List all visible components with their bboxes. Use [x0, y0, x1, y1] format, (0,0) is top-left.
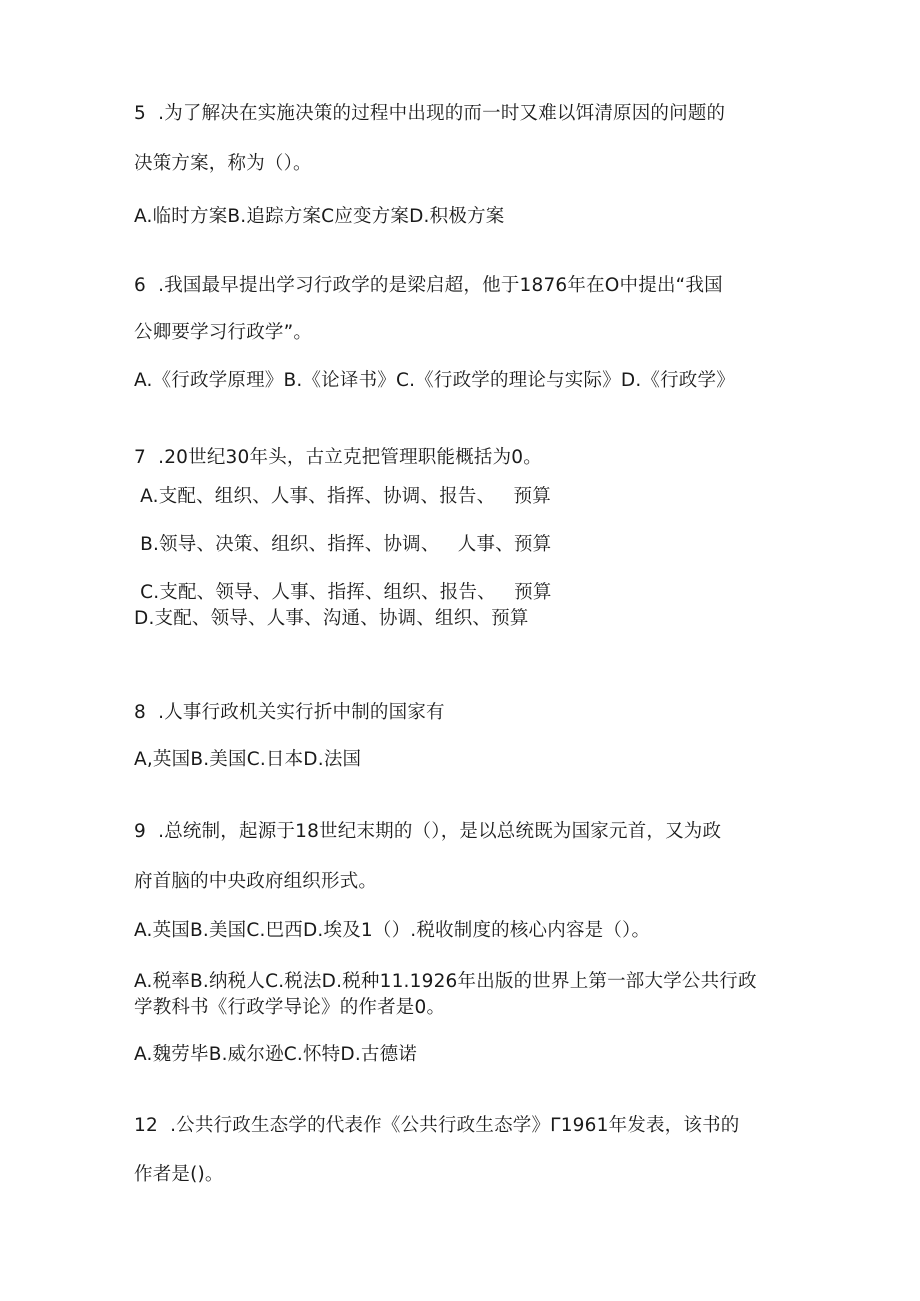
question-9-stem-line-2: 府首脑的中央政府组织形式。	[134, 871, 378, 892]
question-5-options: A.临时方案B.追踪方案C应变方案D.积极方案	[134, 206, 505, 227]
question-7-stem: 7 .20世纪30年头，古立克把管理职能概括为0。	[134, 447, 542, 468]
question-9-stem-line-1: 9 .总统制，起源于18世纪末期的（），是以总统既为国家元首，又为政	[134, 821, 722, 842]
question-7-option-d: D.支配、领导、人事、沟通、协调、组织、预算	[134, 608, 529, 629]
question-8-stem: 8 .人事行政机关实行折中制的国家有	[134, 702, 445, 723]
question-6-stem-line-1: 6 .我国最早提出学习行政学的是梁启超，他于1876年在O中提出“我国	[134, 275, 723, 296]
question-12-stem-line-2: 作者是()。	[134, 1164, 224, 1185]
question-8-options: A,英国B.美国C.日本D.法国	[134, 749, 362, 770]
question-7-option-b: B.领导、决策、组织、指挥、协调、 人事、预算	[134, 534, 552, 555]
question-9-10-line: A.英国B.美国C.巴西D.埃及1（）.税收制度的核心内容是（）。	[134, 920, 651, 941]
question-5-stem-line-1: 5 .为了解决在实施决策的过程中出现的而一时又难以饵清原因的问题的	[134, 103, 726, 124]
question-6-stem-line-2: 公卿要学习行政学”。	[134, 322, 313, 343]
question-7-option-a: A.支配、组织、人事、指挥、协调、报告、 预算	[134, 486, 551, 507]
question-12-stem-line-1: 12 .公共行政生态学的代表作《公共行政生态学》Γ1961年发表，该书的	[134, 1115, 740, 1136]
question-6-options: A.《行政学原理》B.《论译书》C.《行政学的理论与实际》D.《行政学》	[134, 370, 735, 391]
question-11-options: A.魏劳毕B.威尔逊C.怀特D.古德诺	[134, 1044, 418, 1065]
question-10-11-line: A.税率B.纳税人C.税法D.税种11.1926年出版的世界上第一部大学公共行政	[134, 971, 757, 992]
question-7-option-c: C.支配、领导、人事、指挥、组织、报告、 预算	[134, 582, 552, 603]
question-11-stem-line-2: 学教科书《行政学导论》的作者是0。	[134, 997, 446, 1018]
question-5-stem-line-2: 决策方案，称为（）。	[134, 153, 312, 174]
